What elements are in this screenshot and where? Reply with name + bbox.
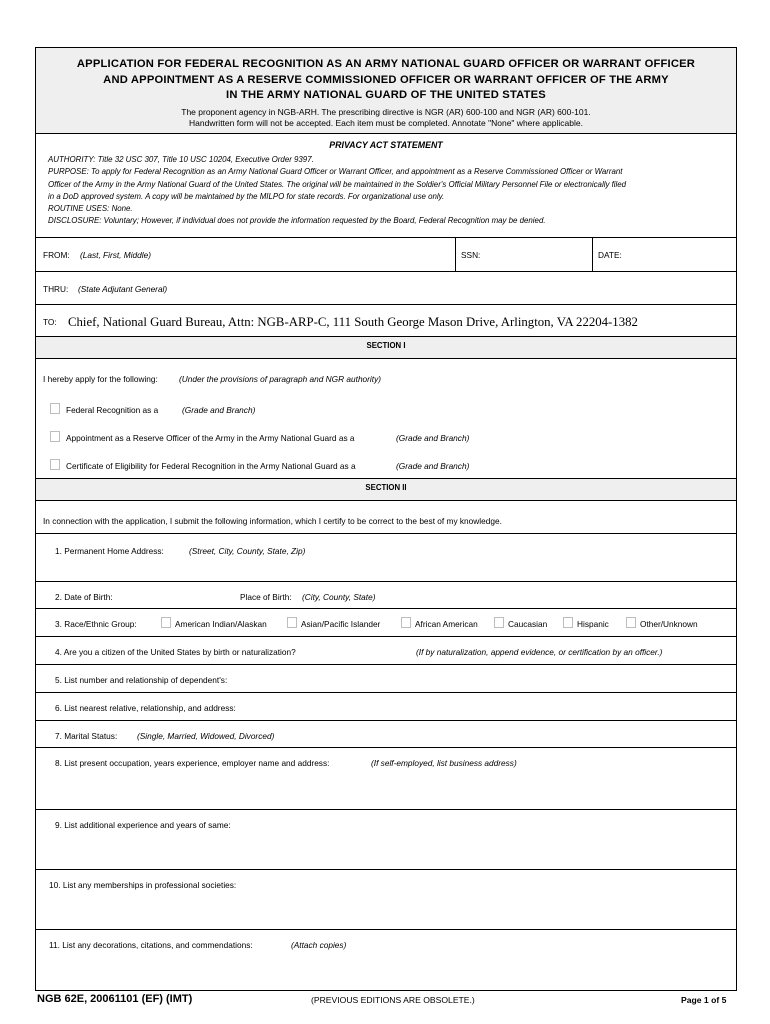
item-5-row[interactable] bbox=[36, 665, 736, 693]
race-ethnic-label: 3. Race/Ethnic Group: bbox=[55, 619, 137, 629]
race-option-checkbox[interactable] bbox=[494, 617, 504, 628]
item-6-row[interactable] bbox=[36, 693, 736, 721]
reserve-appointment-hint: (Grade and Branch) bbox=[396, 433, 470, 443]
federal-recognition-label: Federal Recognition as a bbox=[66, 405, 159, 415]
application-form bbox=[35, 47, 737, 991]
thru-row bbox=[36, 272, 736, 305]
memberships-label: 10. List any memberships in professional societies: bbox=[49, 880, 237, 890]
item-10-row[interactable] bbox=[36, 870, 736, 930]
privacy-text: AUTHORITY: Title 32 USC 307, Title 10 USC 10204, Executive Order 9397. PURPOSE: To apply for Federal Recognition as an Army National Guard Officer or Warrant Officer, and appointment as a Reserve Commissioned Officer or Warrant Officer of the Army in the Army National Guard of the United States. The original will be maintained in the Soldier's Official Military Personnel File or electronically filed in a DoD approved system. A copy will be maintained by the MILPO for state records. For organizational use only. ROUTINE USES: None. DISCLOSURE: Voluntary; However, if individual does not provide the information requested by the Board, Federal Recognition may be denied. bbox=[48, 155, 627, 226]
item-9-row[interactable] bbox=[36, 810, 736, 870]
item-2-row[interactable] bbox=[36, 582, 736, 609]
item-11-row[interactable] bbox=[36, 930, 736, 990]
item-8-row[interactable] bbox=[36, 748, 736, 810]
citizenship-label: 4. Are you a citizen of the United States by birth or naturalization? bbox=[55, 647, 296, 657]
race-option-label: Other/Unknown bbox=[640, 619, 698, 629]
race-option-label: Asian/Pacific Islander bbox=[301, 619, 381, 629]
federal-recognition-checkbox[interactable] bbox=[50, 403, 60, 414]
race-option-label: American Indian/Alaskan bbox=[175, 619, 267, 629]
additional-experience-label: 9. List additional experience and years of same: bbox=[55, 820, 231, 830]
certificate-eligibility-checkbox[interactable] bbox=[50, 459, 60, 470]
race-option-checkbox[interactable] bbox=[563, 617, 573, 628]
item-7-row[interactable] bbox=[36, 721, 736, 748]
home-address-hint: (Street, City, County, State, Zip) bbox=[189, 546, 306, 556]
from-hint: (Last, First, Middle) bbox=[80, 250, 151, 260]
race-option-checkbox[interactable] bbox=[287, 617, 297, 628]
decorations-hint: (Attach copies) bbox=[291, 940, 347, 950]
certify-text: In connection with the application, I submit the following information, which I certify to be correct to the best of my knowledge. bbox=[43, 516, 502, 526]
apply-label: I hereby apply for the following: bbox=[43, 374, 158, 384]
item-1-row[interactable] bbox=[36, 534, 736, 582]
section-ii-header bbox=[36, 479, 736, 501]
citizenship-hint: (If by naturalization, append evidence, or certification by an officer.) bbox=[416, 647, 663, 657]
apply-hint: (Under the provisions of paragraph and NGR authority) bbox=[179, 374, 381, 384]
nearest-relative-label: 6. List nearest relative, relationship, and address: bbox=[55, 703, 236, 713]
reserve-appointment-checkbox[interactable] bbox=[50, 431, 60, 442]
date-of-birth-label: 2. Date of Birth: bbox=[55, 592, 113, 602]
marital-status-label: 7. Marital Status: bbox=[55, 731, 118, 741]
home-address-label: 1. Permanent Home Address: bbox=[55, 546, 164, 556]
divider bbox=[455, 238, 456, 271]
from-label: FROM: bbox=[43, 250, 70, 260]
item-3-row bbox=[36, 609, 736, 637]
divider bbox=[592, 238, 593, 271]
from-row bbox=[36, 238, 736, 272]
certify-row bbox=[36, 501, 736, 534]
race-option-checkbox[interactable] bbox=[626, 617, 636, 628]
race-option-label: Caucasian bbox=[508, 619, 548, 629]
item-4-row[interactable] bbox=[36, 637, 736, 665]
page-number: Page 1 of 5 bbox=[681, 995, 727, 1005]
privacy-act-statement bbox=[36, 134, 736, 238]
thru-hint: (State Adjutant General) bbox=[78, 284, 168, 294]
obsolete-notice: (PREVIOUS EDITIONS ARE OBSOLETE.) bbox=[311, 995, 475, 1005]
thru-label: THRU: bbox=[43, 284, 69, 294]
race-option-checkbox[interactable] bbox=[401, 617, 411, 628]
race-option-checkbox[interactable] bbox=[161, 617, 171, 628]
race-option-label: Hispanic bbox=[577, 619, 609, 629]
to-address: Chief, National Guard Bureau, Attn: NGB-ARP-C, 111 South George Mason Drive, Arlington, VA 22204-1382 bbox=[68, 315, 638, 329]
marital-status-hint: (Single, Married, Widowed, Divorced) bbox=[137, 731, 275, 741]
decorations-label: 11. List any decorations, citations, and commendations: bbox=[49, 940, 253, 950]
section-i-header bbox=[36, 337, 736, 359]
place-of-birth-label: Place of Birth: bbox=[240, 592, 292, 602]
ssn-label: SSN: bbox=[461, 250, 481, 260]
federal-recognition-hint: (Grade and Branch) bbox=[182, 405, 256, 415]
dependents-label: 5. List number and relationship of dependent's: bbox=[55, 675, 228, 685]
race-option-label: African American bbox=[415, 619, 478, 629]
section-i-title: SECTION I bbox=[366, 341, 406, 350]
form-instructions: The proponent agency in NGB-ARH. The prescribing directive is NGR (AR) 600-100 and NGR (AR) 600-101. Handwritten form will not be accepted. Each item must be completed. Annotate "None" where applicable. bbox=[181, 106, 591, 128]
to-label: TO: bbox=[43, 317, 57, 327]
place-of-birth-hint: (City, County, State) bbox=[302, 592, 376, 602]
occupation-hint: (If self-employed, list business address) bbox=[371, 758, 517, 768]
section-ii-title: SECTION II bbox=[365, 483, 407, 492]
date-label: DATE: bbox=[598, 250, 622, 260]
reserve-appointment-label: Appointment as a Reserve Officer of the Army in the Army National Guard as a bbox=[66, 433, 355, 443]
privacy-title: PRIVACY ACT STATEMENT bbox=[329, 140, 443, 150]
section-i-body bbox=[36, 359, 736, 479]
certificate-eligibility-label: Certificate of Eligibility for Federal Recognition in the Army National Guard as a bbox=[66, 461, 356, 471]
occupation-label: 8. List present occupation, years experience, employer name and address: bbox=[55, 758, 330, 768]
form-title: APPLICATION FOR FEDERAL RECOGNITION AS AN ARMY NATIONAL GUARD OFFICER OR WARRANT OFFICER AND APPOINTMENT AS A RESERVE COMMISSIONED OFFICER OR WARRANT OFFICER OF THE ARMY IN THE ARMY NATIONAL GUARD OF THE UNITED STATES bbox=[76, 58, 696, 101]
form-number: NGB 62E, 20061101 (EF) (IMT) bbox=[37, 993, 193, 1005]
certificate-eligibility-hint: (Grade and Branch) bbox=[396, 461, 470, 471]
to-row bbox=[36, 305, 736, 337]
form-header bbox=[36, 48, 736, 134]
